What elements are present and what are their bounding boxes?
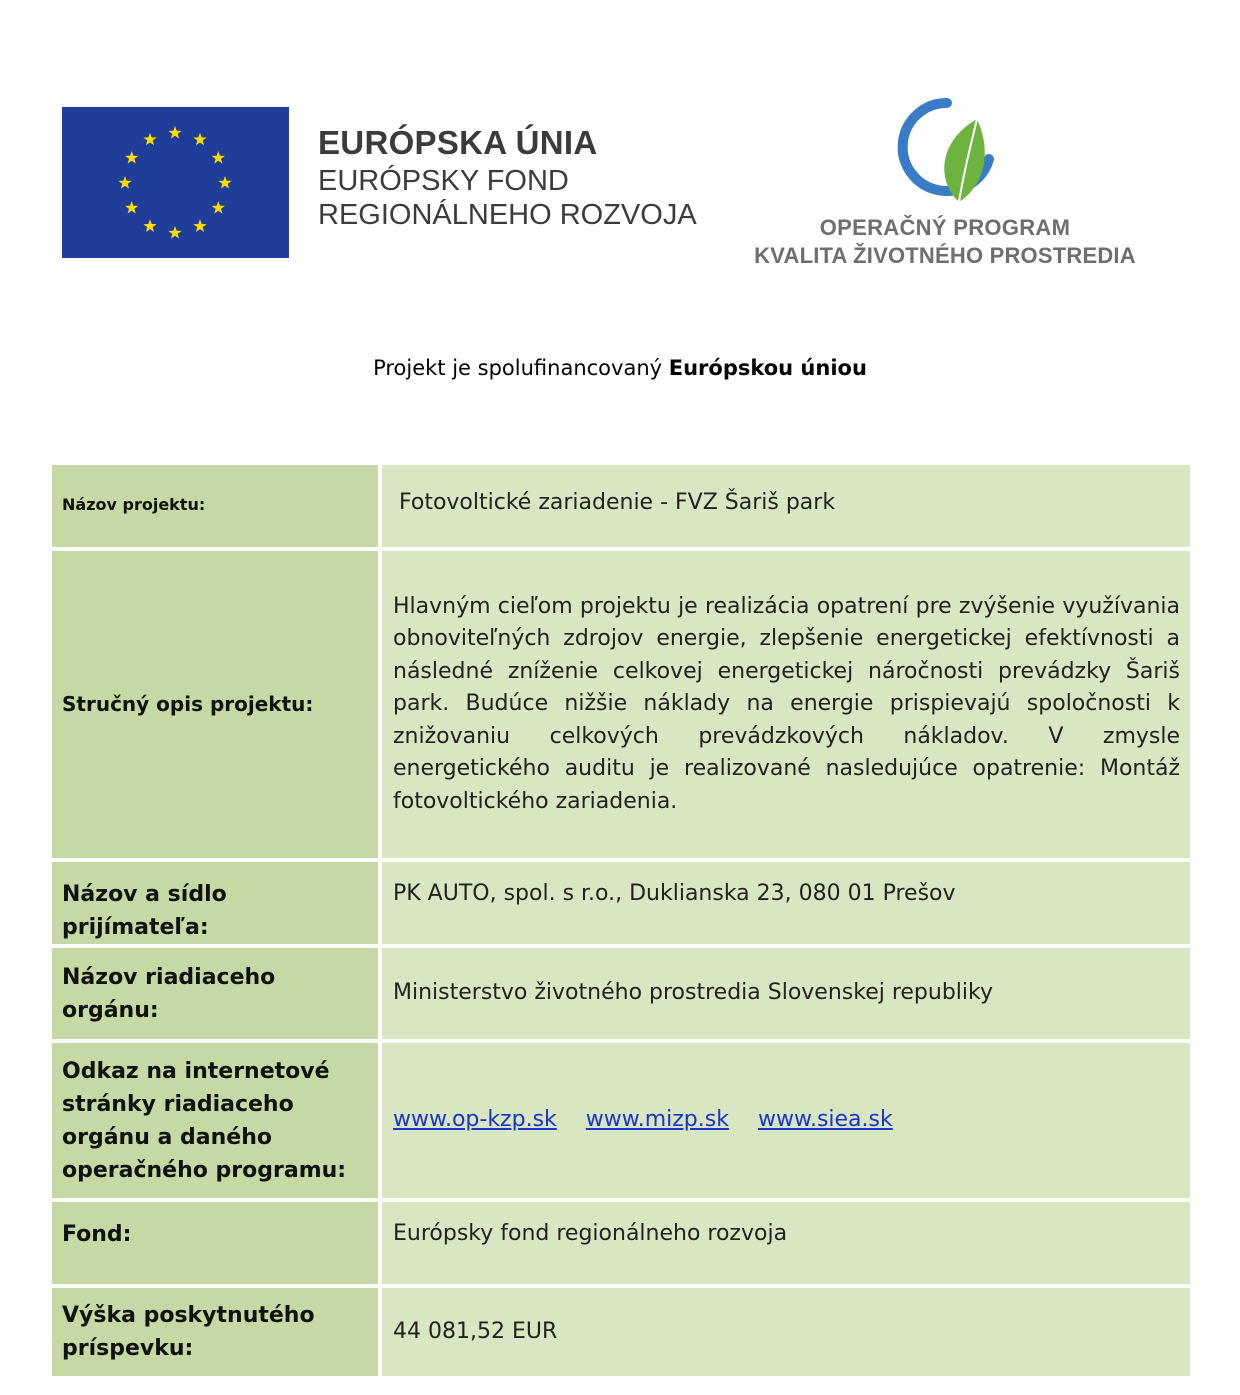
eu-text-block [318,122,697,232]
op-text-block [740,214,1150,270]
eu-fund-line-2: REGIONÁLNEHO ROZVOJA [318,199,697,231]
project-info-table [52,465,1190,1380]
logo-header [0,0,1240,300]
label-project-description: Stručný opis projektu: [52,551,382,862]
table-row [52,1202,1190,1288]
cofinancing-text: Projekt je spolufinancovaný [373,356,669,380]
link-siea[interactable]: www.siea.sk [757,1107,893,1133]
table-row [52,948,1190,1043]
label-project-name: Názov projektu: [62,495,206,514]
value-fund: Európsky fond regionálneho rozvoja [382,1202,1190,1288]
eu-flag-logo [62,107,289,258]
label-managing-authority: Názov riadiaceho orgánu: [52,948,382,1043]
table-row [52,551,1190,862]
op-title: OPERAČNÝ PROGRAM [819,215,1071,240]
label-fund: Fond: [52,1202,382,1288]
table-row [52,465,1190,551]
value-project-description: Hlavným cieľom projektu je realizácia opatrení pre zvýšenie využívania obnoviteľných zdrojov energie, zlepšenie energetickej efektívnosti a následné zníženie celkovej energetickej náročnosti prevádzky Šariš park. Budúce nižšie náklady na energie prispievajú spoločnosti k znižovaniu celkových prevádzkových nákladov. V zmysle energetického auditu je realizované nasledujúce opatrenie: Montáž fotovoltického zariadenia. [382,551,1190,862]
label-recipient: Názov a sídlo prijímateľa: [52,862,382,948]
link-op-kzp[interactable]: www.op-kzp.sk [393,1107,557,1133]
eu-stars-icon [62,107,289,258]
table-row [52,1288,1190,1380]
table-row [52,1043,1190,1202]
op-subtitle: KVALITA ŽIVOTNÉHO PROSTREDIA [754,243,1136,268]
value-project-name: Fotovoltické zariadenie - FVZ Šariš park [382,465,1190,551]
row-label [52,465,382,551]
eu-fund-line: EURÓPSKY FOND [318,165,569,197]
value-websites [382,1043,1190,1202]
value-contribution: 44 081,52 EUR [382,1288,1190,1380]
value-managing-authority: Ministerstvo životného prostredia Slovenskej republiky [382,948,1190,1043]
eu-title: EURÓPSKA ÚNIA [318,124,598,161]
table-row [52,862,1190,948]
op-kzp-logo [897,97,997,207]
link-mizp[interactable]: www.mizp.sk [585,1107,729,1133]
value-recipient: PK AUTO, spol. s r.o., Duklianska 23, 080 01 Prešov [382,862,1190,948]
cofinancing-note [0,356,1240,380]
label-websites: Odkaz na internetové stránky riadiaceho orgánu a daného operačného programu: [52,1043,382,1202]
cofinancing-bold: Európskou úniou [668,356,867,380]
label-contribution: Výška poskytnutého príspevku: [52,1288,382,1380]
